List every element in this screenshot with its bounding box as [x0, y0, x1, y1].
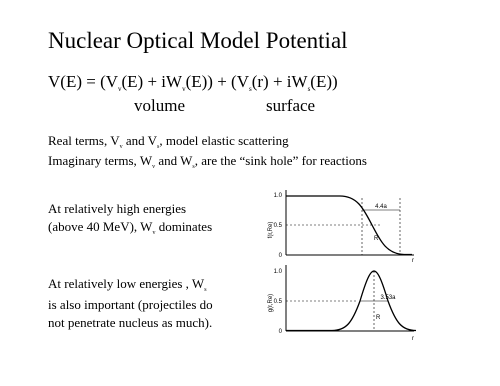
- text-part: (above 40 MeV), W: [48, 219, 153, 234]
- eq-part: (E)): [310, 72, 338, 91]
- subscript: v: [152, 230, 156, 236]
- tick-label: 1.0: [273, 193, 282, 199]
- surface-derivative-graph: [262, 263, 422, 343]
- eq-part: (E) + iW: [121, 72, 183, 91]
- real-terms-line: [48, 133, 289, 149]
- low-energy-line-3: not penetrate nucleus as much).: [48, 315, 213, 330]
- text-part: , model elastic scattering: [159, 133, 289, 148]
- text-part: and V: [122, 133, 158, 148]
- text-part: Imaginary terms, W: [48, 153, 153, 168]
- text-part: At relatively low energies , W: [48, 276, 205, 291]
- high-energy-line-2: [48, 218, 212, 239]
- width-label: 3.53a: [380, 295, 396, 301]
- woods-saxon-graph: [262, 188, 422, 264]
- eq-subscript: s: [307, 85, 311, 93]
- radius-label: R: [374, 236, 379, 242]
- x-axis-label: r: [412, 336, 414, 342]
- slide-title: Nuclear Optical Model Potential: [48, 28, 348, 53]
- eq-subscript: v: [118, 85, 122, 93]
- radius-label: R: [376, 315, 381, 321]
- text-part: , are the “sink hole” for reactions: [194, 153, 367, 168]
- subscript: s: [204, 287, 207, 293]
- low-energy-line-2: is also important (projectiles do: [48, 297, 213, 312]
- subscript: v: [119, 144, 123, 150]
- subscript: s: [192, 164, 195, 170]
- text-part: and W: [155, 153, 193, 168]
- high-energy-line-1: At relatively high energies: [48, 201, 187, 216]
- eq-part: V(E) = (V: [48, 72, 119, 91]
- volume-label: volume: [134, 96, 185, 115]
- tick-label: 0: [278, 253, 282, 259]
- y-axis-label: g(r,Re): [268, 293, 274, 313]
- optical-potential-equation: [48, 72, 338, 92]
- x-axis-label: r: [412, 258, 414, 264]
- text-part: Real terms, V: [48, 133, 120, 148]
- subscript: v: [152, 164, 156, 170]
- subscript: s: [157, 144, 160, 150]
- tick-label: 1.0: [273, 269, 282, 275]
- width-label: 4.4a: [375, 204, 387, 210]
- text-part: dominates: [155, 219, 213, 234]
- eq-subscript: s: [248, 85, 252, 93]
- eq-part: (E)) + (V: [185, 72, 249, 91]
- y-axis-label: f(r,Re): [268, 221, 274, 239]
- eq-part: (r) + iW: [251, 72, 308, 91]
- high-energy-text: [48, 200, 212, 239]
- tick-label: 0.5: [273, 223, 282, 229]
- eq-subscript: v: [182, 85, 186, 93]
- tick-label: 0.5: [273, 299, 282, 305]
- surface-label: surface: [266, 96, 316, 115]
- imaginary-terms-line: [48, 153, 367, 169]
- low-energy-line-1: [48, 275, 213, 296]
- low-energy-text: [48, 275, 213, 332]
- woods-saxon-curve: [286, 196, 412, 255]
- tick-label: 0: [278, 329, 282, 335]
